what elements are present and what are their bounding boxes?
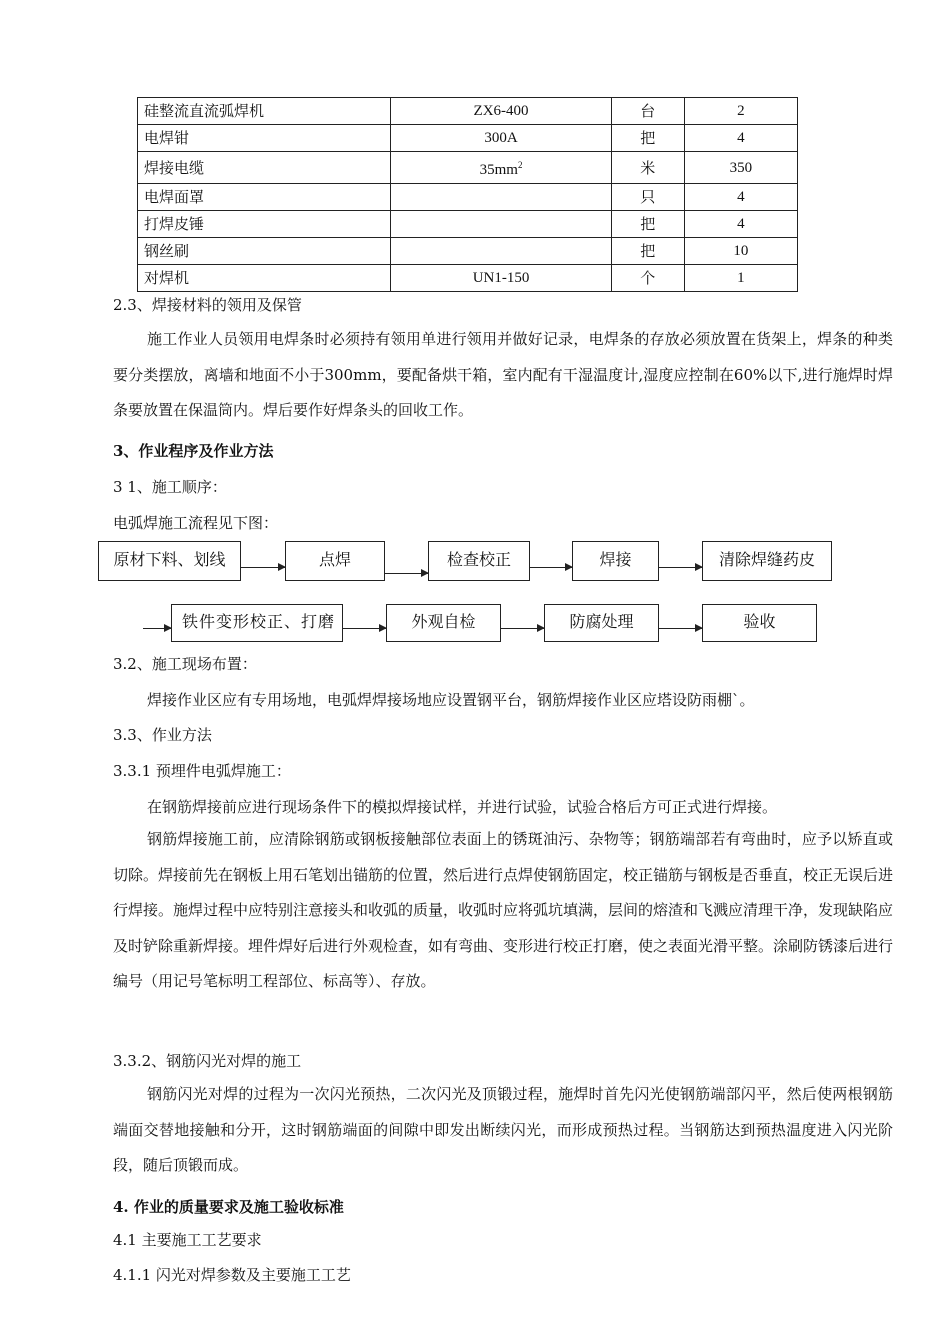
table-row	[138, 98, 798, 125]
flow-step-7: 外观自检	[386, 604, 501, 642]
equipment-unit-cell: 个	[611, 265, 684, 292]
equipment-name-cell: 硅整流直流弧焊机	[138, 98, 391, 125]
table-row	[138, 152, 798, 184]
flow-step-5: 清除焊缝药皮	[702, 541, 832, 581]
model-superscript: 2	[517, 160, 523, 170]
table-row	[138, 211, 798, 238]
equipment-model-cell	[391, 238, 611, 265]
equipment-unit-cell: 台	[611, 98, 684, 125]
equipment-table	[137, 97, 798, 292]
equipment-unit-cell: 只	[611, 184, 684, 211]
equipment-unit-cell: 把	[611, 238, 684, 265]
flow-arrow	[143, 628, 171, 629]
equipment-unit-cell: 把	[611, 125, 684, 152]
section-3-heading: 3、作业程序及作业方法	[113, 442, 274, 460]
section-4-1-1-heading: 4.1.1 闪光对焊参数及主要施工工艺	[113, 1266, 351, 1284]
equipment-qty-cell: 350	[684, 152, 797, 184]
equipment-unit-cell: 米	[611, 152, 684, 184]
flow-arrow	[501, 628, 544, 629]
flow-arrow	[530, 567, 572, 568]
section-2-3-heading: 2.3、焊接材料的领用及保管	[113, 296, 302, 314]
section-3-2-body: 焊接作业区应有专用场地，电弧焊焊接场地应设置钢平台，钢筋焊接作业区应塔设防雨棚`。	[147, 691, 755, 709]
equipment-model-cell: UN1-150	[391, 265, 611, 292]
equipment-qty-cell: 10	[684, 238, 797, 265]
section-3-3-2-para: 钢筋闪光对焊的过程为一次闪光预热，二次闪光及顶锻过程，施焊时首先闪光使钢筋端部闪平，然后使两根钢筋端面交替地接触和分开，这时钢筋端面的间隙中即发出断续闪光，而形成预热过程。当钢筋达到预热温度进入闪光阶段，随后顶锻而成。	[113, 1085, 893, 1174]
flow-step-2: 点焊	[285, 541, 385, 581]
flowchart-intro: 电弧焊施工流程见下图：	[113, 514, 279, 532]
equipment-model-cell	[391, 152, 611, 184]
flow-step-9: 验收	[702, 604, 817, 642]
model-text: 35mm	[479, 162, 518, 178]
equipment-qty-cell: 4	[684, 184, 797, 211]
section-3-3-1-para-1: 在钢筋焊接前应进行现场条件下的模拟焊接试样，并进行试验，试验合格后方可正式进行焊接。	[147, 798, 778, 816]
flow-step-8: 防腐处理	[544, 604, 659, 642]
equipment-qty-cell: 1	[684, 265, 797, 292]
flow-arrow	[659, 567, 702, 568]
equipment-name-cell: 电焊面罩	[138, 184, 391, 211]
section-3-3-1-heading: 3.3.1 预埋件电弧焊施工：	[113, 762, 291, 780]
equipment-name-cell: 电焊钳	[138, 125, 391, 152]
equipment-qty-cell: 4	[684, 211, 797, 238]
equipment-model-cell	[391, 184, 611, 211]
equipment-model-cell: 300A	[391, 125, 611, 152]
flow-arrow	[241, 567, 285, 568]
flow-step-6: 铁件变形校正、打磨	[171, 604, 343, 642]
equipment-unit-cell: 把	[611, 211, 684, 238]
equipment-name-cell: 焊接电缆	[138, 152, 391, 184]
table-row	[138, 238, 798, 265]
table-row	[138, 184, 798, 211]
equipment-model-cell	[391, 211, 611, 238]
equipment-qty-cell: 4	[684, 125, 797, 152]
section-2-3-body: 施工作业人员领用电焊条时必须持有领用单进行领用并做好记录，电焊条的存放必须放置在货架上，焊条的种类要分类摆放，离墙和地面不小于300mm，要配备烘干箱，室内配有干湿温度计,湿度应控制在60%以下,进行施焊时焊条要放置在保温筒内。焊后要作好焊条头的回收工作。	[113, 330, 893, 419]
section-3-2-heading: 3.2、施工现场布置：	[113, 655, 257, 673]
equipment-name-cell: 钢丝刷	[138, 238, 391, 265]
flow-step-3: 检查校正	[428, 541, 530, 581]
flow-step-4: 焊接	[572, 541, 659, 581]
equipment-qty-cell: 2	[684, 98, 797, 125]
section-4-1-heading: 4.1 主要施工工艺要求	[113, 1231, 262, 1249]
table-row	[138, 265, 798, 292]
flow-step-1: 原材下料、划线	[98, 541, 241, 581]
flow-arrow	[659, 628, 702, 629]
flow-arrow	[343, 628, 386, 629]
section-3-3-1-para-2: 钢筋焊接施工前，应清除钢筋或钢板接触部位表面上的锈斑油污、杂物等；钢筋端部若有弯曲时，应予以矫直或切除。焊接前先在钢板上用石笔划出锚筋的位置，然后进行点焊使钢筋固定，校正锚筋与钢板是否垂直，校正无误后进行焊接。施焊过程中应特别注意接头和收弧的质量，收弧时应将弧坑填满，层间的熔渣和飞溅应清理干净，发现缺陷应及时铲除重新焊接。埋件焊好后进行外观检查，如有弯曲、变形进行校正打磨，使之表面光滑平整。涂刷防锈漆后进行编号（用记号笔标明工程部位、标高等）、存放。	[113, 830, 894, 990]
flow-arrow	[385, 573, 428, 574]
table-row	[138, 125, 798, 152]
equipment-model-cell: ZX6-400	[391, 98, 611, 125]
section-3-3-heading: 3.3、作业方法	[113, 726, 212, 744]
equipment-name-cell: 对焊机	[138, 265, 391, 292]
section-3-1-heading: 3 1、施工顺序：	[113, 478, 227, 496]
section-3-3-2-heading: 3.3.2、钢筋闪光对焊的施工	[113, 1052, 302, 1070]
section-4-heading: 4. 作业的质量要求及施工验收标准	[113, 1198, 344, 1216]
equipment-name-cell: 打焊皮锤	[138, 211, 391, 238]
